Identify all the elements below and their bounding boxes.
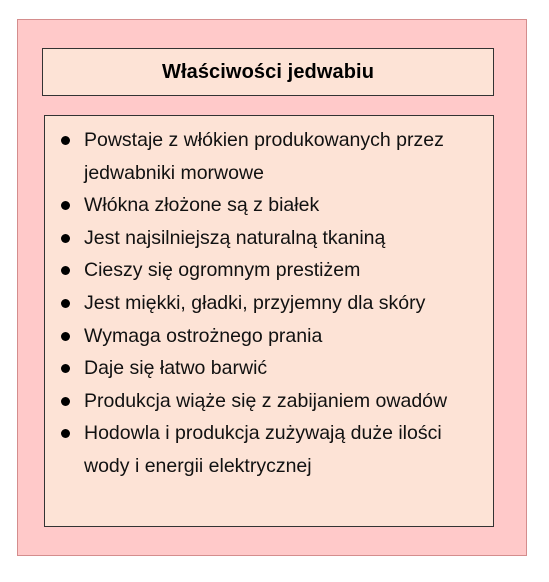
list-item-text: Włókna złożone są z białek (84, 194, 320, 217)
properties-list (45, 124, 493, 483)
list-item (45, 417, 493, 482)
list-item-text: Produkcja wiąże się z zabijaniem owadów (84, 389, 448, 412)
list-item (45, 320, 493, 353)
list-item-text: Hodowla i produkcja zużywają duże ilości wody i energii elektrycznej (84, 422, 442, 477)
bullet-icon (61, 429, 70, 438)
bullet-icon (61, 136, 70, 145)
list-item-text: Jest miękki, gładki, przyjemny dla skóry (84, 291, 426, 314)
list-item (45, 222, 493, 255)
bullet-icon (61, 266, 70, 275)
list-item (45, 124, 493, 189)
list-item (45, 385, 493, 418)
list-item (45, 287, 493, 320)
list-item-text: Jest najsilniejszą naturalną tkaniną (84, 226, 386, 249)
bullet-icon (61, 299, 70, 308)
bullet-icon (61, 234, 70, 243)
bullet-icon (61, 364, 70, 373)
list-item-text: Cieszy się ogromnym prestiżem (84, 259, 361, 282)
bullet-icon (61, 201, 70, 210)
list-item (45, 254, 493, 287)
list-item-text: Powstaje z włókien produkowanych przez jedwabniki morwowe (84, 129, 444, 184)
list-item-text: Daje się łatwo barwić (84, 357, 268, 380)
properties-list-box (44, 115, 494, 527)
bullet-icon (61, 397, 70, 406)
list-item (45, 352, 493, 385)
list-item-text: Wymaga ostrożnego prania (84, 324, 323, 347)
list-item (45, 189, 493, 222)
title: Właściwości jedwabiu (161, 60, 375, 83)
title-box (42, 48, 494, 96)
bullet-icon (61, 332, 70, 341)
